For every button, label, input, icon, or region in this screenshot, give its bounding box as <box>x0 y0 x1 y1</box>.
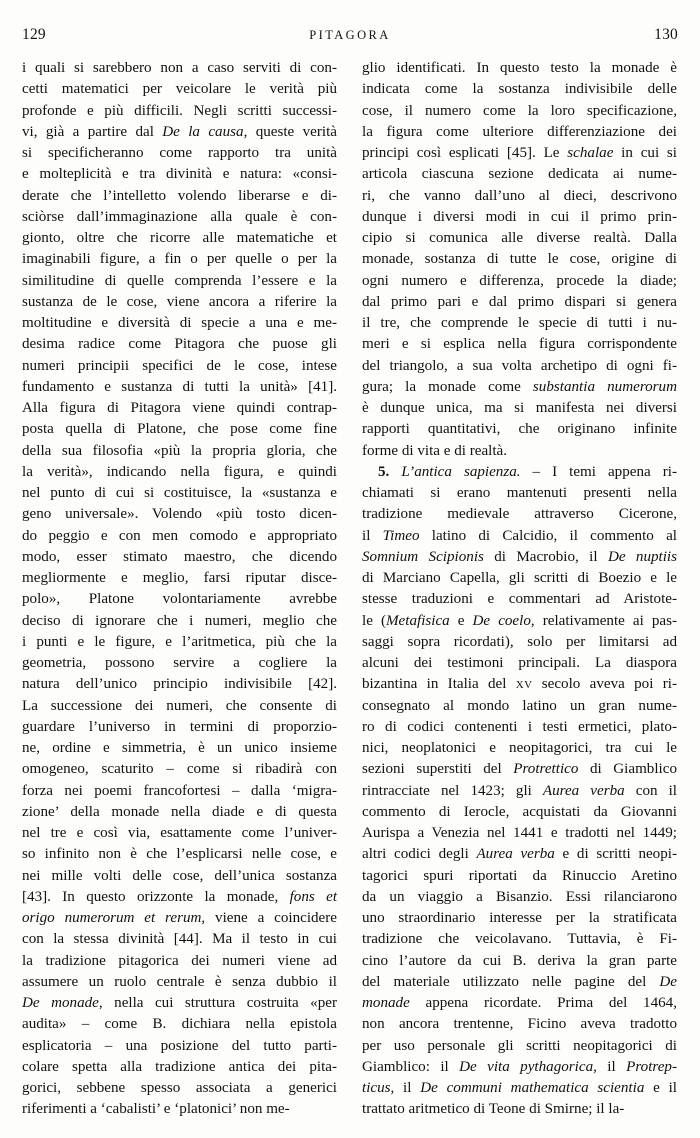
text-line <box>22 419 337 440</box>
text-run-it: fons et <box>289 888 338 905</box>
text-run: sciòrse dall’immaginazione alla quale è con- <box>22 208 337 225</box>
text-line <box>22 632 337 653</box>
text-run: colare spetta alla tradizione antica dei pita- <box>22 1058 337 1075</box>
text-run-it: De communi mathematica scientia <box>420 1080 645 1096</box>
text-run: geno universale». Volendo «più tosto dicen- <box>22 506 337 523</box>
text-run: e il <box>644 1080 677 1096</box>
text-run: tagorici spuri riportati da Rinuccio Aretino <box>362 867 677 884</box>
text-run: del materiale utilizzato nelle pagine del <box>362 973 660 990</box>
text-run: profonde e più difficili. Negli scritti successi- <box>22 102 337 119</box>
text-line <box>362 334 677 355</box>
text-run: il <box>362 527 383 544</box>
text-line <box>22 802 337 823</box>
text-line <box>22 228 337 249</box>
text-line <box>362 313 677 334</box>
text-line <box>22 186 337 207</box>
text-line <box>22 356 337 377</box>
text-line <box>362 1078 677 1099</box>
text-run: assumere un ruolo centrale è senza dubbio il <box>22 973 337 990</box>
text-run: per uso personale gli scritti neopitagorici di <box>362 1037 677 1054</box>
text-line <box>22 823 337 844</box>
text-run: con il <box>624 782 677 799</box>
text-run: desima radice come Pitagora che puose gli <box>22 336 337 353</box>
text-line <box>22 143 337 164</box>
text-run: cetti matematici per veicolare le verità più <box>22 81 337 98</box>
text-line <box>22 483 337 504</box>
text-line <box>362 249 677 270</box>
text-line <box>362 653 677 674</box>
text-run: do peggio e con men comodo e appropriato <box>22 527 337 544</box>
text-run: gura; la monade come <box>362 378 533 395</box>
text-run: i quali si sarebbero non a caso serviti di con- <box>22 60 337 76</box>
text-line <box>22 207 337 228</box>
text-line <box>362 951 677 972</box>
text-run: e molteplicità e tra divinità e natura: «consi- <box>22 166 337 183</box>
text-run: , queste verità <box>243 123 337 140</box>
text-run: audita» – come B. dichiara nella epistola <box>22 1016 337 1033</box>
text-run: del triangolo, a sua volta archetipo di ogni fi- <box>362 357 677 374</box>
text-run: della sua filosofia «più la propria gloria, che <box>22 442 337 459</box>
text-line <box>362 79 677 100</box>
text-line <box>22 504 337 525</box>
running-head-title: PITAGORA <box>309 28 391 42</box>
running-head <box>22 25 678 45</box>
text-run: fundamento e sustanza di tutti la unità» [41]. <box>22 378 337 395</box>
text-run-it: Protrep- <box>626 1058 677 1075</box>
text-run-it: Somnium Scipionis <box>362 548 484 565</box>
text-line <box>22 1036 337 1057</box>
text-run: cino l’autore da cui B. deriva la gran parte <box>362 952 677 969</box>
text-line <box>362 207 677 228</box>
text-line <box>362 908 677 929</box>
text-run: altri codici degli <box>362 846 477 863</box>
text-run: nei mille volti delle cose, dell’unica sostanza <box>22 867 337 884</box>
text-line <box>22 866 337 887</box>
text-run: tradizione che veicolavano. Tuttavia, è Fi- <box>362 931 677 948</box>
text-run-it: De la causa <box>162 123 244 140</box>
text-line <box>22 313 337 334</box>
folio-left: 129 <box>22 26 46 43</box>
text-run: [43]. In questo orizzonte la monade, <box>22 888 290 905</box>
text-run: rapporti quantitativi, che originano infinite <box>362 421 677 438</box>
text-line <box>362 271 677 292</box>
text-line <box>362 611 677 632</box>
text-run: di Giamblico <box>578 761 677 778</box>
text-run: con la stessa divinità [44]. Ma il testo in cui <box>22 931 337 948</box>
text-line <box>362 164 677 185</box>
text-run: ogni numero e differenza, procede la diade; <box>362 272 677 289</box>
text-line <box>362 759 677 780</box>
text-run: natura dell’unico principio indivisibile [42]. <box>22 676 337 693</box>
text-run: , viene a coincidere <box>201 910 337 926</box>
text-run: Giamblico: il <box>362 1058 460 1075</box>
text-line <box>362 377 677 398</box>
text-run: , il <box>593 1058 627 1075</box>
text-line <box>362 589 677 610</box>
text-line <box>362 1057 677 1078</box>
text-line <box>22 972 337 993</box>
text-line <box>362 419 677 440</box>
text-line <box>22 653 337 674</box>
text-run: articola ciascuna sezione dedicata ai nume- <box>362 166 677 183</box>
text-line <box>22 589 337 610</box>
text-run: uno straordinario interesse per la stratificata <box>362 910 677 926</box>
text-line <box>362 632 677 653</box>
text-run-it: origo numerorum et rerum <box>22 910 202 926</box>
text-run: bizantina in Italia del <box>362 676 516 693</box>
text-run: Alla figura di Pitagora viene quindi contrap- <box>22 400 337 416</box>
text-line <box>362 186 677 207</box>
text-line <box>22 1014 337 1035</box>
text-line <box>22 738 337 759</box>
text-line <box>22 611 337 632</box>
text-run: è dunque unica, ma si manifesta nei diversi <box>362 400 677 416</box>
text-run: il tre, che comprende le specie di tutti i nu- <box>362 315 677 331</box>
text-run-it: Aurea verba <box>542 782 625 799</box>
text-line <box>22 334 337 355</box>
text-line <box>22 398 337 419</box>
text-line <box>22 441 337 462</box>
text-run: dal primo pari e dal primo dispari si genera <box>362 293 677 310</box>
text-line <box>362 738 677 759</box>
text-run: stesse traduzioni e commentari ad Aristote- <box>362 591 677 608</box>
text-run: gorici, sebbene spesso associata a generici <box>22 1080 337 1096</box>
text-run: esplicatoria – una posizione del tutto parti- <box>22 1037 337 1054</box>
text-line <box>362 483 677 504</box>
text-run: Aurispa a Venezia nel 1441 e tradotti nel 1449; <box>362 825 677 841</box>
text-line <box>362 866 677 887</box>
text-line <box>362 1036 677 1057</box>
text-run-it: Aurea verba <box>476 846 555 863</box>
text-line <box>362 58 677 79</box>
text-line <box>22 1057 337 1078</box>
text-run: commento di Ierocle, acquistati da Giovanni <box>362 803 677 820</box>
text-run: nel tre e così via, esattamente come l’univer- <box>22 825 337 841</box>
text-line <box>362 802 677 823</box>
text-line <box>362 228 677 249</box>
text-run: geometria, possono servire a cogliere la <box>22 655 337 671</box>
text-run: principi così esplicati [45]. Le <box>362 145 568 161</box>
text-run: , relativamente ai pas- <box>530 612 678 629</box>
text-run: modo, esser stimato maestro, che dicendo <box>22 548 337 565</box>
text-line <box>22 122 337 143</box>
text-run: La successione dei numeri, che consente di <box>22 697 337 714</box>
text-run: si specificheranno come rapporto tra unità <box>22 145 337 161</box>
text-run-it: schalae <box>567 145 614 161</box>
text-line <box>362 781 677 802</box>
text-run: ro di codici contenenti i testi ermetici, plato- <box>362 718 677 735</box>
text-run: di Marciano Capella, gli scritti di Boezio e le <box>362 570 677 586</box>
text-line <box>22 887 337 908</box>
text-run-it: Timeo <box>382 527 420 544</box>
text-run: trattato aritmetico di Teone di Smirne; il la- <box>362 1101 625 1118</box>
text-line <box>22 1099 337 1120</box>
text-line <box>362 101 677 122</box>
text-line <box>362 526 677 547</box>
text-run: i punti e le figure, e l’aritmetica, più che la <box>22 633 337 650</box>
text-line <box>22 462 337 483</box>
text-run: chiamati si erano mantenuti presenti nella <box>362 485 677 501</box>
text-run <box>389 464 401 480</box>
column-left <box>22 58 337 1121</box>
text-line <box>22 568 337 589</box>
text-run: guardare l’universo in termini di proporzio- <box>22 718 337 735</box>
text-line <box>22 292 337 313</box>
text-run: derate che l’intelletto volendo liberarse e di- <box>22 187 337 204</box>
text-run: forme di vita e di realtà. <box>362 442 508 459</box>
text-run-it: De coelo <box>472 612 531 629</box>
text-run-bf: 5. <box>378 463 390 480</box>
text-line <box>362 993 677 1014</box>
text-line <box>362 1014 677 1035</box>
column-right <box>362 58 677 1121</box>
text-line <box>22 164 337 185</box>
text-line <box>362 696 677 717</box>
text-run: meri e si esplica nella figura corrispondente <box>362 336 677 353</box>
text-run: latino di Calcidio, il commento al <box>419 527 677 544</box>
text-line <box>22 79 337 100</box>
text-line <box>362 462 677 483</box>
text-run: non ancora trentenne, Ficino aveva tradotto <box>362 1016 677 1033</box>
text-run: da un viaggio a Bisanzio. Essi rilanciarono <box>362 888 677 905</box>
text-run: la figura come ulteriore differenziazione dei <box>362 123 677 140</box>
text-run: la tradizione pitagorica dei numeri viene ad <box>22 952 337 969</box>
text-line <box>22 781 337 802</box>
text-run: le ( <box>362 612 386 629</box>
text-run: gionto, oltre che ricorre alle matematiche et <box>22 230 337 246</box>
text-line <box>362 674 677 695</box>
text-line <box>362 122 677 143</box>
text-run: monade, sostanza di tutte le cose, origine di <box>362 251 677 268</box>
text-line <box>22 717 337 738</box>
text-run: cipio si comunica alle diverse realtà. Dalla <box>362 230 677 246</box>
text-line <box>22 271 337 292</box>
text-run: forza nei poemi francofortesi – dalla ‘migra- <box>22 782 337 799</box>
text-line <box>362 356 677 377</box>
text-line <box>22 844 337 865</box>
text-run: numeri principii specifici de le cose, intese <box>22 357 337 374</box>
text-run-it: De vita pythagorica <box>459 1058 594 1075</box>
text-run-it: De nuptiis <box>607 548 677 565</box>
text-run: megliormente e meglio, farsi riputar disce- <box>22 570 337 586</box>
text-run: vi, già a partire dal <box>22 123 163 140</box>
text-line <box>22 101 337 122</box>
text-run: , il <box>390 1080 421 1096</box>
text-line <box>22 249 337 270</box>
text-line <box>22 929 337 950</box>
text-run: nel punto di cui si costituisce, la «sustanza e <box>22 485 337 501</box>
text-line <box>362 547 677 568</box>
text-line <box>22 526 337 547</box>
text-run: zione’ della monade nella diade e di questa <box>22 803 337 820</box>
text-line <box>22 674 337 695</box>
text-line <box>362 887 677 908</box>
text-run: so infinito non è che l’esplicarsi nelle cose, e <box>22 846 337 863</box>
text-run: sustanza de le cose, viene ancora a riferire la <box>22 293 337 310</box>
text-run: dunque i diversi modi in cui il primo prin- <box>362 208 677 225</box>
text-run: polo», Platone volontariamente avrebbe <box>22 591 337 608</box>
text-line <box>362 398 677 419</box>
text-line <box>22 1078 337 1099</box>
text-run: saggi sopra ricordati), solo per limitarsi ad <box>362 633 677 650</box>
text-run: consegnato al mondo latino un gran nume- <box>362 697 677 714</box>
text-line <box>22 377 337 398</box>
text-run: cose, il numero come la loro specificazione, <box>362 102 677 119</box>
text-line <box>362 929 677 950</box>
text-run: omogeneo, scaturito – come si ribadirà con <box>22 761 337 778</box>
text-run: – I temi appena ri- <box>520 463 677 480</box>
text-run: rintracciate nel 1423; gli <box>362 782 543 799</box>
text-run-it: substantia numerorum <box>532 378 677 395</box>
text-run: tradizione medievale attraverso Cicerone, <box>362 506 677 523</box>
text-run: riferimenti a ‘cabalisti’ e ‘platonici’ non me- <box>22 1101 290 1118</box>
text-run: appena ricordate. Prima del 1464, <box>409 995 677 1011</box>
text-run: e di scritti neopi- <box>554 846 677 863</box>
text-run-it: Protrettico <box>513 761 579 778</box>
text-run: , nella cui struttura costruita «per <box>98 995 337 1011</box>
text-body <box>22 58 678 1121</box>
text-run-it: L’antica sapienza. <box>401 463 521 480</box>
text-run: nici, neoplatonici e neopitagorici, tra cui le <box>362 740 677 756</box>
text-run: alcuni dei testimoni principali. La diaspora <box>362 655 677 671</box>
text-run: di Macrobio, il <box>483 548 608 565</box>
text-run: glio identificati. In questo testo la monade è <box>362 60 677 76</box>
text-line <box>362 441 677 462</box>
text-line <box>22 908 337 929</box>
text-run: secolo aveva poi ri- <box>532 676 677 693</box>
text-line <box>22 696 337 717</box>
text-line <box>362 143 677 164</box>
text-line <box>22 951 337 972</box>
text-run: imaginabili figure, a fin o per quelle o per la <box>22 251 337 268</box>
text-line <box>362 972 677 993</box>
text-run: ri, che vanno dall’uno al dieci, descrivono <box>362 187 677 204</box>
text-run: in cui si <box>613 145 677 161</box>
text-run: la verità», indicando nella figura, e quindi <box>22 463 337 480</box>
folio-right: 130 <box>654 26 678 43</box>
text-line <box>362 292 677 313</box>
text-run: similitudine di quelle comprenda l’essere e la <box>22 272 337 289</box>
text-run-it: Metafisica <box>385 612 450 629</box>
text-line <box>362 504 677 525</box>
text-line <box>362 1099 677 1120</box>
text-run: indicata come la sostanza indivisibile delle <box>362 81 677 98</box>
text-line <box>362 844 677 865</box>
text-run: deciso di ignorare che i numeri, meglio che <box>22 612 337 629</box>
text-run: ne, ordine e simmetria, è un unico insieme <box>22 740 337 756</box>
text-run-it: monade <box>362 995 410 1011</box>
text-run: e <box>449 612 473 629</box>
text-line <box>362 717 677 738</box>
text-line <box>22 993 337 1014</box>
text-line <box>22 58 337 79</box>
text-run-it: De <box>659 973 677 990</box>
text-run-sc: xv <box>515 676 533 693</box>
text-run: sezioni superstiti del <box>362 761 514 778</box>
text-run: posta quella di Platone, che pose come fine <box>22 421 337 438</box>
text-line <box>362 568 677 589</box>
text-run-it: ticus <box>362 1080 391 1096</box>
text-run-it: De monade <box>22 995 99 1011</box>
text-line <box>362 823 677 844</box>
text-line <box>22 547 337 568</box>
text-run: moltitudine e diversità di specie a una e me- <box>22 315 337 331</box>
text-line <box>22 759 337 780</box>
